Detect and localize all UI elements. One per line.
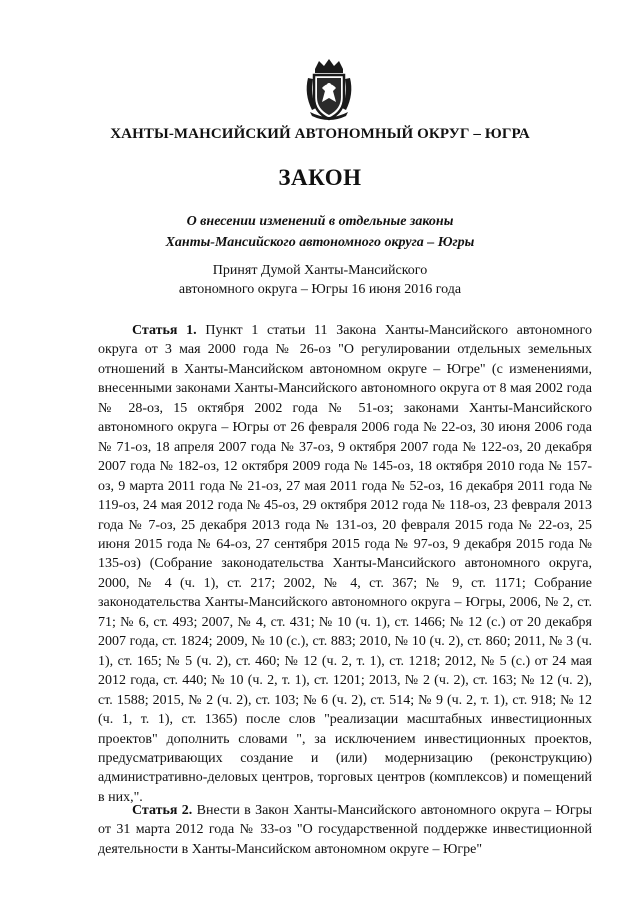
- article-2: [98, 801, 592, 859]
- adoption-note-line-1: Принят Думой Ханты-Мансийского: [212, 263, 428, 278]
- coat-of-arms-icon: [302, 58, 356, 122]
- article-1-text: Пункт 1 статьи 11 Закона Ханты-Мансийского автономного округа от 3 мая 2000 года № 26-оз "О регулировании отдельных земельных отношений в Ханты-Мансийском автономном округе – Югре" (с изменениями, внесенными законами Ханты-Мансийского автономного округа от 8 мая 2002 года № 28-оз, 15 октября 2002 года № 51-оз; законами Ханты-Мансийского автономного округа – Югры от 26 февраля 2006 года № 22-оз, 30 июня 2006 года № 71-оз, 18 апреля 2007 года № 37-оз, 9 октября 2007 года № 122-оз, 20 декабря 2007 года № 182-оз, 12 октября 2009 года № 145-оз, 18 октября 2010 года № 157-оз, 9 марта 2011 года № 21-оз, 27 мая 2011 года № 52-оз, 16 декабря 2011 года № 119-оз, 24 мая 2012 года № 45-оз, 29 октября 2012 года № 118-оз, 23 февраля 2013 года № 7-оз, 25 декабря 2013 года № 131-оз, 20 февраля 2015 года № 22-оз, 25 июня 2015 года № 64-оз, 27 сентября 2015 года № 97-оз, 9 декабря 2015 года № 135-оз) (Собрание законодательства Ханты-Мансийского автономного округа, 2000, № 4 (ч. 1), ст. 217; 2002, № 4, ст. 367; № 9, ст. 1171; Собрание законодательства Ханты-Мансийского автономного округа – Югры, 2006, № 2, ст. 71; № 6, ст. 493; 2007, № 4, ст. 431; № 10 (ч. 1), ст. 1466; № 12 (с.) от 20 декабря 2007 года, ст. 1824; 2009, № 10 (с.), ст. 883; 2010, № 10 (ч. 2), ст. 860; 2011, № 3 (ч. 1), ст. 165; № 5 (ч. 2), ст. 460; № 12 (ч. 2, т. 1), ст. 1218; 2012, № 5 (с.) от 24 мая 2012 года, ст. 440; № 10 (ч. 2, т. 1), ст. 1201; 2013, № 2 (ч. 2), ст. 163; № 12 (ч. 2), ст. 1588; 2015, № 2 (ч. 2), ст. 103; № 6 (ч. 2), ст. 514; № 9 (ч. 2, т. 1), ст. 918; № 12 (ч. 1, т. 1), ст. 1365) после слов "реализации масштабных инвестиционных проектов" дополнить словами ", за исключением инвестиционных проектов, предусматривающих создание и (или) модернизацию (реконструкцию) административно-деловых центров, торговых центров (комплексов) и помещений в них,".: [98, 323, 592, 805]
- article-1-label: Статья 1.: [132, 323, 197, 338]
- region-heading: ХАНТЫ-МАНСИЙСКИЙ АВТОНОМНЫЙ ОКРУГ – ЮГРА: [110, 126, 530, 142]
- law-title-line-2: Ханты-Мансийского автономного округа – Югры: [165, 235, 475, 250]
- law-title: [0, 211, 640, 253]
- adoption-note: [0, 261, 640, 299]
- adoption-note-line-2: автономного округа – Югры 16 июня 2016 года: [178, 282, 462, 297]
- document-type-heading: ЗАКОН: [278, 165, 362, 190]
- article-2-text: Внести в Закон Ханты-Мансийского автономного округа – Югры от 31 марта 2012 года № 33-оз "О государственной поддержке инвестиционной деятельности в Ханты-Мансийском автономном округе – Югре": [98, 803, 593, 857]
- article-1: [98, 321, 592, 807]
- article-2-label: Статья 2.: [132, 803, 193, 818]
- law-title-line-1: О внесении изменений в отдельные законы: [186, 214, 454, 229]
